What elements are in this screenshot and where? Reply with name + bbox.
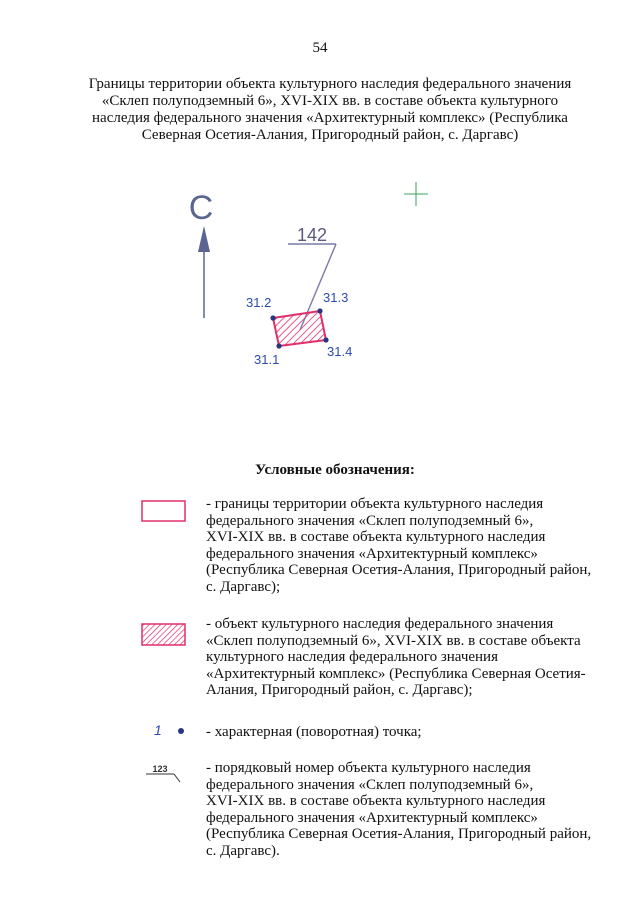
legend-line: - границы территории объекта культурного наследия [206,496,544,512]
grid-cross-icon [404,182,428,206]
legend-description [206,616,606,699]
north-label: С [188,189,214,227]
legend-line: «Склеп полуподземный 6», XVI-XIX вв. в составе объекта [206,632,581,649]
legend-description [206,760,606,859]
turning-point-marker [276,343,281,348]
legend-line: - порядковый номер объекта культурного наследия [206,760,531,776]
turning-point-label: 31.1 [254,352,280,367]
turning-point-marker [317,308,322,313]
legend-line: XVI-XIX вв. в составе объекта культурного наследия [206,793,546,809]
legend-line: «Архитектурный комплекс» (Республика Северная Осетия- [206,665,586,682]
turning-point-label: 31.4 [327,344,353,359]
legend-line: культурного наследия федерального значения [206,649,498,665]
callout-number-icon [140,760,190,790]
legend-line: федерального значения «Склеп полуподземный 6», [206,776,534,793]
legend-line: Алания, Пригородный район, с. Даргавс); [206,682,473,698]
point-dot [178,728,184,734]
legend-description [206,496,606,595]
heritage-object-polygon [273,311,326,346]
north-arrow-icon [198,226,210,318]
legend-line: - объект культурного наследия федерального значения [206,616,554,632]
legend-description [206,724,606,741]
legend-line: с. Даргавс); [206,578,281,595]
legend-title: Условные обозначения: [255,462,415,478]
legend-line: (Республика Северная Осетия-Алания, Пригородный район, [206,826,592,842]
legend-line: федерального значения «Архитектурный комплекс» [206,545,538,562]
page-title [70,76,590,144]
title-line: Северная Осетия-Алания, Пригородный район, с. Даргавс) [141,127,519,143]
page-number: 54 [312,40,328,56]
boundary-box-icon [140,499,190,529]
turning-point-label: 31.2 [246,295,272,310]
turning-point-marker [323,337,328,342]
hatched-box-icon [140,622,190,652]
title-line: наследия федерального значения «Архитектурный комплекс» (Республика [92,110,568,126]
legend-line: федерального значения «Склеп полуподземный 6», [206,512,534,529]
callout-symbol-label: 123 [152,764,168,774]
legend-line: XVI-XIX вв. в составе объекта культурного наследия [206,529,546,545]
legend-line: федерального значения «Архитектурный комплекс» [206,809,538,826]
legend-line: (Республика Северная Осетия-Алания, Пригородный район, [206,562,592,578]
object-number-label: 142 [296,225,328,245]
point-symbol-label: 1 [154,722,162,738]
turning-point-marker [270,315,275,320]
boundary-map [0,170,640,400]
legend-line: с. Даргавс). [206,842,280,859]
legend-line: - характерная (поворотная) точка; [206,724,422,740]
title-line: «Склеп полуподземный 6», XVI-XIX вв. в составе объекта культурного [101,93,559,109]
turning-point-label: 31.3 [323,290,349,305]
title-line: Границы территории объекта культурного наследия федерального значения [88,76,572,92]
point-icon [154,722,194,738]
